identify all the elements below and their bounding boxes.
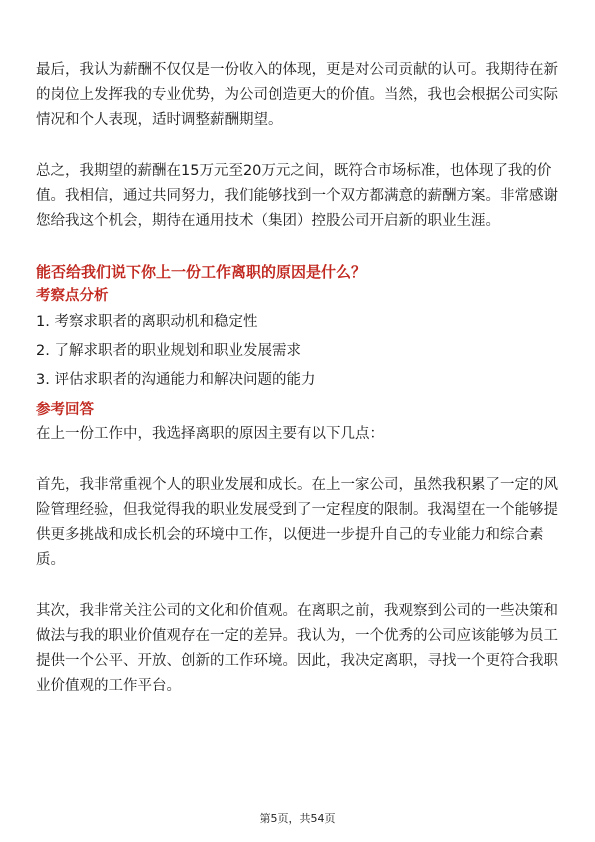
analysis-heading: 考察点分析 [36, 288, 109, 304]
paragraph-salary-summary: 总之，我期望的薪酬在15万元至20万元之间，既符合市场标准，也体现了我的价值。我相信，通过共同努力，我们能够找到一个双方都满意的薪酬方案。非常感谢您给我这个机会，期待在通用技术（集团）控股公司开启新的职业生涯。 [36, 163, 558, 229]
answer-heading: 参考回答 [36, 402, 94, 418]
analysis-item: 3. 评估求职者的沟通能力和解决问题的能力 [36, 372, 316, 388]
analysis-item: 1. 考察求职者的离职动机和稳定性 [36, 314, 258, 330]
answer-paragraph: 其次，我非常关注公司的文化和价值观。在离职之前，我观察到公司的一些决策和做法与我的职业价值观存在一定的差异。我认为，一个优秀的公司应该能够为员工提供一个公平、开放、创新的工作环境。因此，我决定离职，寻找一个更符合我职业价值观的工作平台。 [36, 603, 558, 694]
answer-paragraph: 首先，我非常重视个人的职业发展和成长。在上一家公司，虽然我积累了一定的风险管理经验，但我觉得我的职业发展受到了一定程度的限制。我渴望在一个能够提供更多挑战和成长机会的环境中工作，以便进一步提升自己的专业能力和综合素质。 [36, 477, 558, 568]
answer-intro: 在上一份工作中，我选择离职的原因主要有以下几点： [36, 426, 384, 442]
question-heading: 能否给我们说下你上一份工作离职的原因是什么？ [36, 263, 367, 281]
analysis-item: 2. 了解求职者的职业规划和职业发展需求 [36, 343, 301, 359]
document-page [36, 58, 560, 725]
paragraph-salary-closing: 最后，我认为薪酬不仅仅是一份收入的体现，更是对公司贡献的认可。我期待在新的岗位上发挥我的专业优势，为公司创造更大的价值。当然，我也会根据公司实际情况和个人表现，适时调整薪酬期望。 [36, 62, 558, 128]
page-number: 第5页，共54页 [259, 812, 336, 825]
